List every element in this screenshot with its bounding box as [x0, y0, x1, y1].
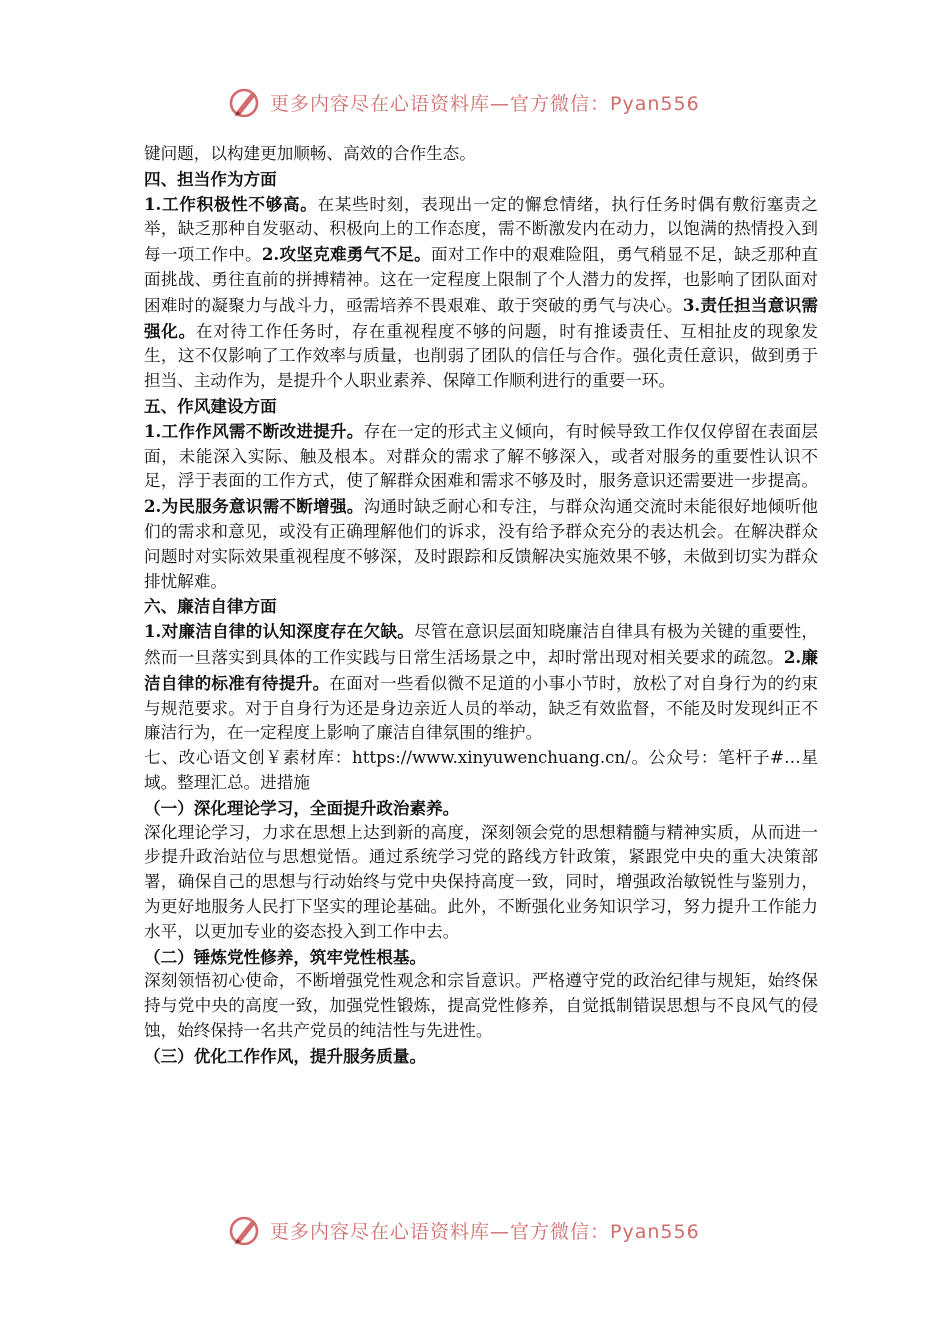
item-5-2-title: 2.为民服务意识需不断增强。: [144, 496, 364, 517]
item-4-3-title: 3.责任担当意识需强化。: [144, 294, 818, 341]
section-6-paragraph: [144, 619, 818, 746]
item-6-2-text: 在面对一些看似微不足道的小事小节时，放松了对自身行为的约束与规范要求。对于自身行为还是身边亲近人员的举动，缺乏有效监督，不能及时发现纠正不廉洁行为，在一定程度上影响了廉洁自律氛围的维护。: [144, 673, 818, 743]
section-heading-4: 四、担当作为方面: [144, 168, 277, 189]
item-4-3-text: 在对待工作任务时，存在重视程度不够的问题，时有推诿责任、互相扯皮的现象发生，这不仅影响了工作效率与质量，也削弱了团队的信任与合作。强化责任意识，做到勇于担当、主动作为，是提升个人职业素养、保障工作顺利进行的重要一环。: [144, 321, 819, 391]
section-heading-7: 七、改心语文创￥素材库：https://www.xinyuwenchuang.cn/。公众号：笔杆子#…星域。整理汇总。进措施: [144, 748, 818, 792]
section-heading-5: 五、作风建设方面: [144, 395, 277, 416]
document-body: [144, 142, 818, 1068]
subheading-1: （一）深化理论学习，全面提升政治素养。: [144, 797, 460, 818]
paragraph-continuation: 键问题，以构建更加顺畅、高效的合作生态。: [144, 144, 476, 163]
subsection-2-text: 深刻领悟初心使命，不断增强党性观念和宗旨意识。严格遵守党的政治纪律与规矩，始终保持与党中央的高度一致，加强党性锻炼，提高党性修养，自觉抵制错误思想与不良风气的侵蚀，始终保持一名共产党员的纯洁性与先进性。: [144, 971, 818, 1040]
header-watermark: [228, 82, 748, 122]
item-4-1-title: 1.工作积极性不够高。: [144, 193, 318, 214]
header-watermark-text: 更多内容尽在心语资料库—官方微信：Pyan556: [270, 92, 700, 115]
section-5-paragraph: [144, 419, 818, 595]
item-5-1-text: 存在一定的形式主义倾向，有时候导致工作仅仅停留在表面层面，未能深入实际、触及根本。对群众的需求了解不够深入，或者对服务的重要性认识不足，浮于表面的工作方式，使了解群众困难和需求不够及时，服务意识还需要进一步提高。: [144, 421, 818, 491]
subheading-3: （三）优化工作作风，提升服务质量。: [144, 1045, 427, 1066]
pen-logo-icon: [228, 1213, 262, 1247]
pen-logo-icon: [228, 85, 262, 119]
item-5-1-title: 1.工作作风需不断改进提升。: [144, 420, 364, 441]
footer-watermark: [228, 1210, 748, 1250]
subsection-1-text: 深化理论学习，力求在思想上达到新的高度，深刻领会党的思想精髓与精神实质，从而进一步提升政治站位与思想觉悟。通过系统学习党的路线方针政策，紧跟党中央的重大决策部署，确保自己的思想与行动始终与党中央保持高度一致，同时，增强政治敏锐性与鉴别力，为更好地服务人民打下坚实的理论基础。此外，不断强化业务知识学习，努力提升工作能力水平，以更加专业的姿态投入到工作中去。: [144, 822, 818, 941]
item-6-1-text: 尽管在意识层面知晓廉洁自律具有极为关键的重要性，然而一旦落实到具体的工作实践与日常生活场景之中，却时常出现对相关要求的疏忽。: [144, 622, 819, 667]
item-4-1-text: 在某些时刻，表现出一定的懈怠情绪，执行任务时偶有敷衍塞责之举，缺乏那种自发驱动、积极向上的工作态度，需不断激发内在动力，以饱满的热情投入到每一项工作中。: [144, 194, 819, 265]
item-4-2-title: 2.攻坚克难勇气不足。: [261, 244, 431, 265]
section-4-paragraph: [144, 192, 818, 394]
item-4-2-text: 面对工作中的艰难险阻，勇气稍显不足，缺乏那种直面挑战、勇往直前的拼搏精神。这在一定程度上限制了个人潜力的发挥，也影响了团队面对困难时的凝聚力与战斗力，亟需培养不畏艰难、敢于突破的勇气与决心。: [144, 245, 819, 315]
item-6-1-title: 1.对廉洁自律的认知深度存在欠缺。: [144, 621, 415, 642]
subheading-2: （二）锤炼党性修养，筑牢党性根基。: [144, 946, 427, 967]
item-5-2-text: 沟通时缺乏耐心和专注，与群众沟通交流时未能很好地倾听他们的需求和意见，或没有正确理解他们的诉求，没有给予群众充分的表达机会。在解决群众问题时对实际效果重视程度不够深，及时跟踪和反馈解决实施效果不够，未做到切实为群众排忧解难。: [144, 497, 818, 591]
item-6-2-title: 2.廉洁自律的标准有待提升。: [144, 646, 819, 693]
section-heading-6: 六、廉洁自律方面: [144, 596, 277, 617]
footer-watermark-text: 更多内容尽在心语资料库—官方微信：Pyan556: [270, 1220, 700, 1243]
